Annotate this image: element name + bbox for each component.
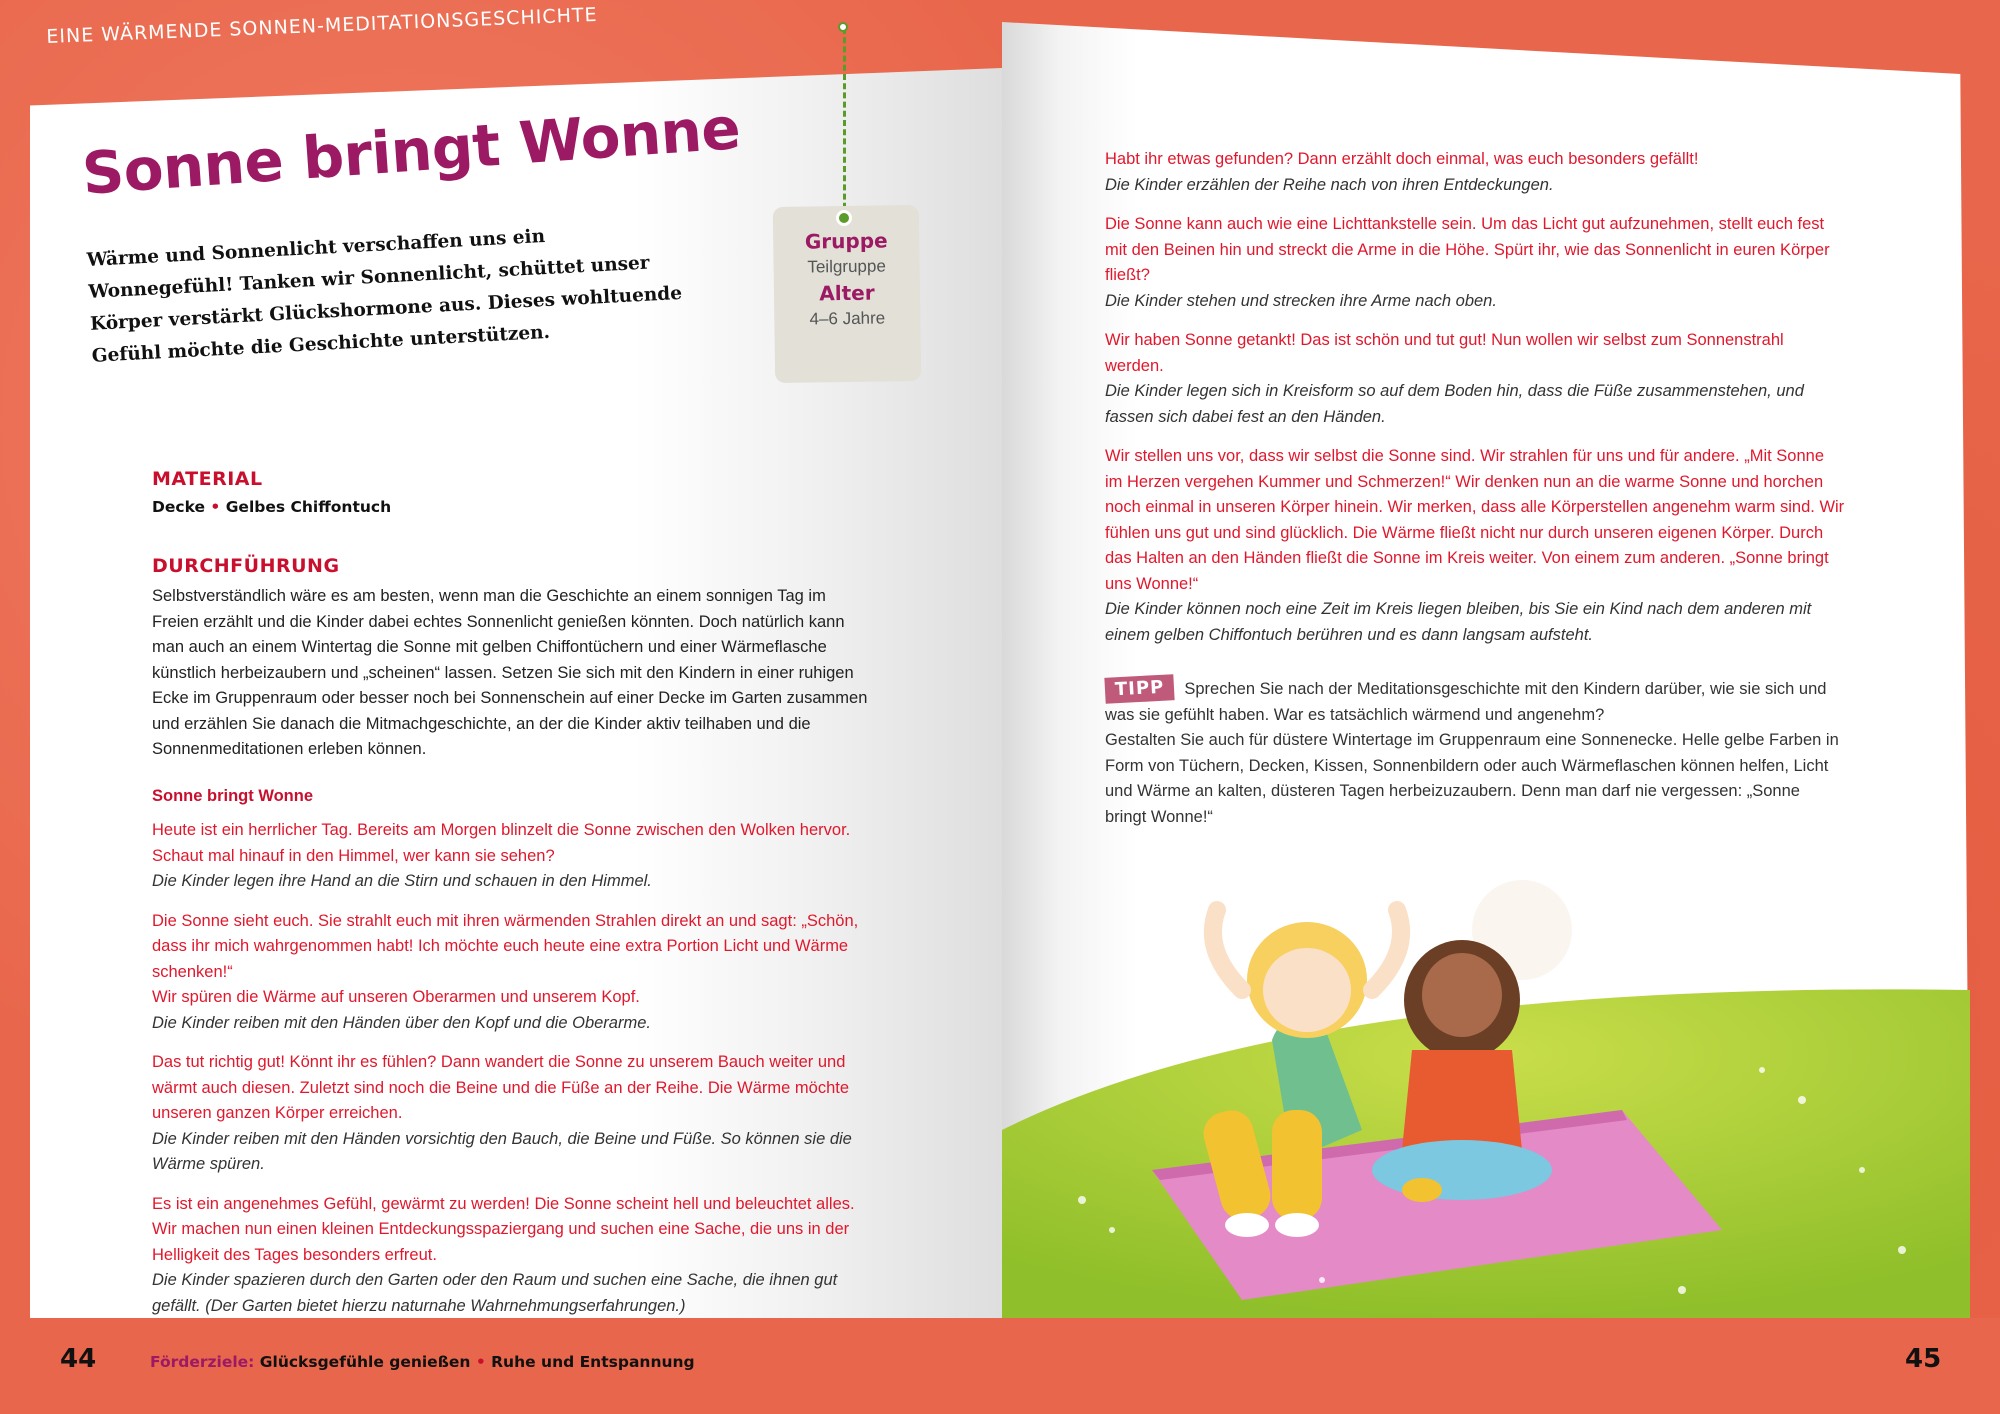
story-narration: Das tut richtig gut! Könnt ihr es fühlen? Dann wandert die Sonne zu unserem Bauch weiter und wärmt auch diesen. Zuletzt sind noch die Beine und die Füße an der Reihe. Die Wärme möchte unseren ganzen Körper erreichen. — [152, 1053, 850, 1122]
story-paragraph — [152, 1050, 872, 1178]
tag-group-label: Gruppe — [804, 228, 888, 254]
procedure-text: Selbstverständlich wäre es am besten, wenn man die Geschichte an einem sonnigen Tag im Freien erzählt und die Kinder dabei echtes Sonnenlicht genießen könnten. Doch natürlich kann man auch an einem Wintertag die Sonne mit gelben Chiffontüchern und einer Wärmeflasche künstlich herbeizaubern und „scheinen“ lassen. Setzen Sie sich mit den Kindern in einer ruhigen Ecke im Gruppenraum oder besser noch bei Sonnenschein auf einer Decke im Garten zusammen und erzählen Sie danach die Mitmachgeschichte, an der die Kinder aktiv teilhaben und die Sonnenmeditationen erleben können. — [152, 587, 868, 758]
tip-text-2: Gestalten Sie auch für düstere Wintertage im Gruppenraum eine Sonnenecke. Helle gelbe Farben in Form von Tüchern, Decken, Kissen, Sonnenbildern oder auch Wärmeflaschen können helfen, Licht und Wärme an kalten, düsteren Tagen herbeizuzaubern. Denn man darf nie vergessen: „Sonne bringt Wonne!“ — [1105, 731, 1839, 826]
story-narration: Habt ihr etwas gefunden? Dann erzählt doch einmal, was euch besonders gefällt! — [1105, 150, 1699, 168]
story-narration: Die Sonne sieht euch. Sie strahlt euch mit ihren wärmenden Strahlen direkt an und sagt: „Schön, dass ihr mich wahrgenommen habt! Ich möchte euch heute eine extra Portion Licht und Wärme schenken!“ — [152, 911, 859, 981]
bullet-dot: • — [475, 1353, 492, 1371]
footer-item: Ruhe und Entspannung — [491, 1353, 695, 1371]
tip-box — [1105, 676, 1845, 830]
tag-string — [843, 28, 846, 218]
story-paragraph — [1105, 212, 1845, 314]
procedure-heading: DURCHFÜHRUNG — [152, 555, 340, 577]
story-narration: Wir spüren die Wärme auf unseren Oberarmen und unserem Kopf. — [152, 988, 640, 1006]
tip-label: TIPP — [1104, 674, 1175, 704]
story-instruction: Die Kinder reiben mit den Händen vorsichtig den Bauch, die Beine und Füße. So können sie die Wärme spüren. — [152, 1129, 852, 1173]
tag-pin — [838, 22, 848, 32]
story-narration: Die Sonne kann auch wie eine Lichttankstelle sein. Um das Licht gut aufzunehmen, stellt euch fest mit den Beinen hin und streckt die Arme in die Höhe. Spürt ihr, wie das Sonnenlicht in euren Körper fließt? — [1105, 215, 1830, 284]
children-illustration — [1002, 870, 1970, 1318]
footer-item: Glücksgefühle genießen — [259, 1353, 471, 1371]
story-title: Sonne bringt Wonne — [152, 787, 314, 805]
section-header: EINE WÄRMENDE SONNEN-MEDITATIONSGESCHICHTE — [46, 3, 598, 48]
story-instruction: Die Kinder legen sich in Kreisform so auf dem Boden hin, dass die Füße zusammenstehen, und fassen sich dabei fest an den Händen. — [1105, 382, 1804, 426]
info-tag — [773, 205, 921, 383]
tag-age-value: 4–6 Jahre — [809, 308, 886, 329]
story-instruction: Die Kinder können noch eine Zeit im Kreis liegen bleiben, bis Sie ein Kind nach dem anderen mit einem gelben Chiffontuch berühren und es dann langsam aufsteht. — [1105, 600, 1812, 644]
tag-hole — [836, 210, 852, 226]
story-narration: Wir haben Sonne getankt! Das ist schön und tut gut! Nun wollen wir selbst zum Sonnenstrahl werden. — [1105, 331, 1784, 375]
material-list — [152, 498, 391, 516]
story-paragraph — [152, 909, 872, 1037]
story-paragraph — [1105, 147, 1845, 198]
intro-text: Wärme und Sonnenlicht verschaffen uns ein Wonnegefühl! Tanken wir Sonnenlicht, schüttet unser Körper verstärkt Glückshormone aus. Dieses wohltuende Gefühl möchte die Geschichte unterstützen. — [86, 225, 683, 367]
story-instruction: Die Kinder erzählen der Reihe nach von ihren Entdeckungen. — [1105, 175, 1554, 194]
tip-text: Sprechen Sie nach der Meditationsgeschichte mit den Kindern darüber, wie sie sich und was sie gefühlt haben. War es tatsächlich wärmend und angenehm? — [1105, 680, 1827, 724]
footer — [150, 1353, 695, 1371]
story-instruction: Die Kinder spazieren durch den Garten oder den Raum und suchen eine Sache, die ihnen gut gefällt. (Der Garten bietet hierzu naturnahe Wahrnehmungserfahrungen.) — [152, 1271, 838, 1315]
story-paragraph — [152, 1192, 872, 1320]
story-instruction: Die Kinder stehen und strecken ihre Arme nach oben. — [1105, 291, 1497, 310]
story-left — [152, 818, 872, 1333]
material-item: Gelbes Chiffontuch — [225, 498, 392, 516]
page-number-right: 45 — [1905, 1344, 1942, 1374]
page-title: Sonne bringt Wonne — [80, 94, 743, 208]
story-narration: Wir stellen uns vor, dass wir selbst die Sonne sind. Wir strahlen für uns und für andere. „Mit Sonne im Herzen vergehen Kummer und Schmerzen!“ Wir denken nun an die warme Sonne und horchen noch einmal in unseren Körper hinein. Wir merken, dass alle Körperstellen angenehm warm sind. Wir fühlen uns gut und sind glücklich. Die Wärme fließt nicht nur durch unseren eigenen Körper. Durch das Halten an den Händen fließt die Sonne im Kreis weiter. Von einem zum anderen. „Sonne bringt uns Wonne!“ — [1105, 447, 1845, 593]
story-narration: Heute ist ein herrlicher Tag. Bereits am Morgen blinzelt die Sonne zwischen den Wolken hervor. Schaut mal hinauf in den Himmel, wer kann sie sehen? — [152, 821, 851, 865]
material-item: Decke — [152, 498, 205, 516]
story-instruction: Die Kinder legen ihre Hand an die Stirn und schauen in den Himmel. — [152, 872, 652, 890]
tag-age-label: Alter — [819, 280, 875, 306]
story-instruction: Die Kinder reiben mit den Händen über den Kopf und die Oberarme. — [152, 1013, 651, 1032]
story-narration: Es ist ein angenehmes Gefühl, gewärmt zu werden! Die Sonne scheint hell und beleuchtet alles. Wir machen nun einen kleinen Entdeckungsspaziergang und suchen eine Sache, die uns in der Helligkeit des Tages besonders erfreut. — [152, 1194, 855, 1264]
tag-group-value: Teilgruppe — [807, 256, 886, 277]
footer-label: Förderziele: — [150, 1353, 255, 1371]
story-paragraph — [1105, 328, 1845, 430]
page-number-left: 44 — [60, 1344, 97, 1374]
story-paragraph — [152, 818, 872, 895]
bullet-dot: • — [210, 498, 226, 516]
story-paragraph — [1105, 444, 1845, 648]
story-right — [1105, 147, 1845, 662]
material-heading: MATERIAL — [152, 468, 263, 490]
